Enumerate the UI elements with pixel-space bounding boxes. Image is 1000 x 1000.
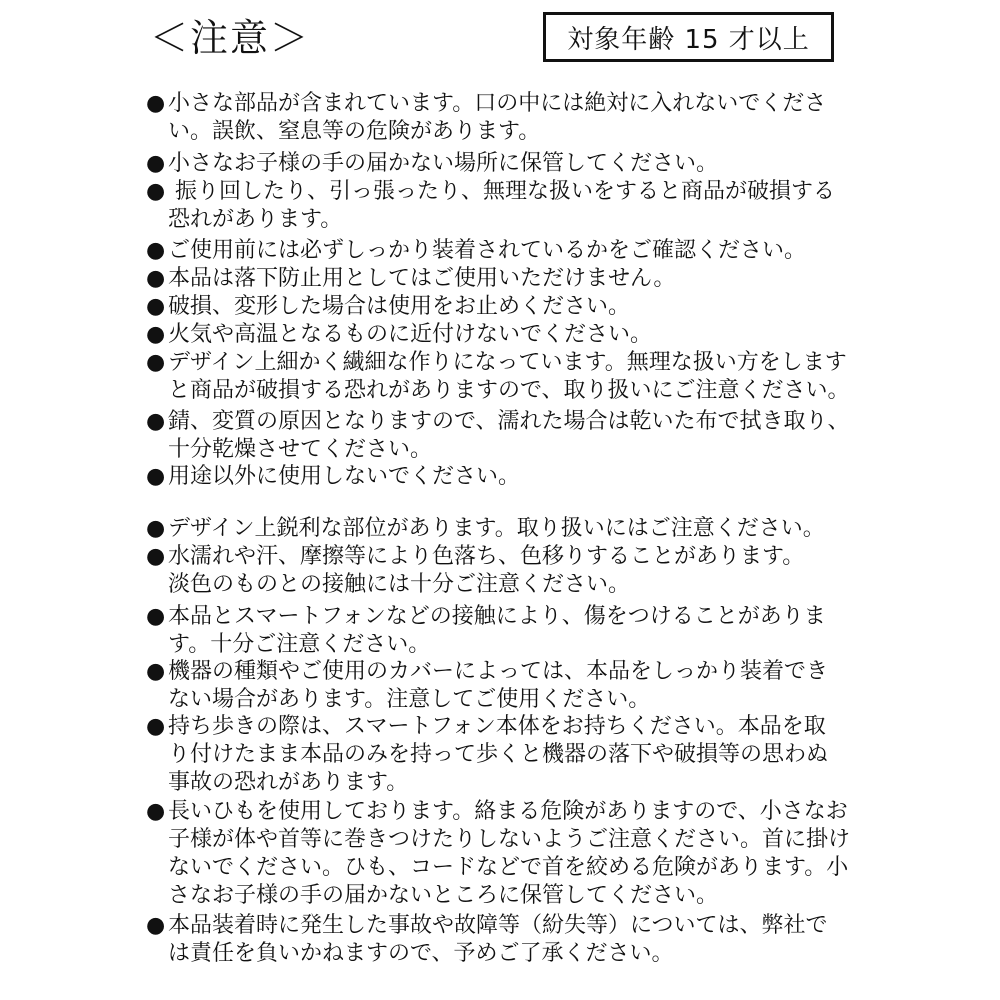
bullet-icon: ● — [146, 294, 166, 319]
warning-text: 錆、変質の原因となりますので、濡れた場合は乾いた布で拭き取り、 — [168, 409, 850, 434]
warning-text: 小さな部品が含まれています。口の中には絶対に入れないでくださ — [168, 91, 827, 116]
warning-first-line — [146, 150, 856, 178]
warning-item — [146, 713, 856, 797]
warning-first-line — [146, 463, 856, 491]
warning-text: 本品とスマートフォンなどの接触により、傷をつけることがありま — [168, 604, 826, 629]
warning-continuation-line — [146, 631, 856, 659]
warning-continuation-line — [146, 769, 856, 797]
warning-first-line — [146, 178, 856, 206]
warning-text: 子様が体や首等に巻きつけたりしないようご注意ください。首に掛け — [168, 827, 851, 852]
bullet-icon: ● — [146, 799, 166, 824]
warning-item — [146, 463, 856, 491]
bullet-icon: ● — [146, 151, 166, 176]
warning-text: り付けたまま本品のみを持って歩くと機器の落下や破損等の思わぬ — [168, 742, 829, 767]
warning-text: 持ち歩きの際は、スマートフォン本体をお持ちください。本品を取 — [168, 714, 826, 739]
warning-text: 用途以外に使用しないでください。 — [168, 464, 521, 489]
warning-text: い。誤飲、窒息等の危険があります。 — [168, 119, 541, 144]
warning-first-line — [146, 713, 856, 741]
bullet-icon: ● — [146, 913, 166, 938]
warning-text: 振り回したり、引っ張ったり、無理な扱いをすると商品が破損する — [168, 179, 835, 204]
warning-item — [146, 321, 856, 349]
warning-text: と商品が破損する恐れがありますので、取り扱いにご注意ください。 — [168, 378, 850, 403]
warning-item — [146, 408, 856, 464]
warning-first-line — [146, 543, 856, 571]
warning-item — [146, 349, 856, 405]
bullet-icon: ● — [146, 714, 166, 739]
warning-first-line — [146, 515, 856, 543]
warning-continuation-line — [146, 118, 856, 146]
warning-item — [146, 150, 856, 178]
warning-text: 火気や高温となるものに近付けないでください。 — [168, 322, 653, 347]
bullet-icon: ● — [146, 604, 166, 629]
warning-text: デザイン上鋭利な部位があります。取り扱いにはご注意ください。 — [168, 516, 825, 541]
warning-first-line — [146, 265, 856, 293]
warning-first-line — [146, 658, 856, 686]
warning-first-line — [146, 349, 856, 377]
warning-item — [146, 798, 856, 910]
warning-continuation-line — [146, 741, 856, 769]
warning-first-line — [146, 293, 856, 321]
warning-continuation-line — [146, 206, 856, 234]
warning-text: 淡色のものとの接触には十分ご注意ください。 — [168, 572, 631, 597]
warning-text: 破損、変形した場合は使用をお止めください。 — [168, 294, 631, 319]
bullet-icon: ● — [146, 350, 166, 375]
bullet-icon: ● — [146, 91, 166, 116]
warning-text: ないでください。ひも、コードなどで首を絞める危険があります。小 — [168, 855, 849, 880]
warning-item — [146, 293, 856, 321]
warning-item — [146, 658, 856, 714]
warning-text: 十分乾燥させてください。 — [168, 437, 433, 462]
warning-text: す。十分ご注意ください。 — [168, 632, 431, 657]
bullet-icon: ● — [146, 659, 166, 684]
warning-continuation-line — [146, 571, 856, 599]
warning-text: ご使用前には必ずしっかり装着されているかをご確認ください。 — [168, 238, 807, 263]
warning-text: 事故の恐れがあります。 — [168, 770, 409, 795]
warning-text: 小さなお子様の手の届かない場所に保管してください。 — [168, 151, 719, 176]
warning-first-line — [146, 321, 856, 349]
warning-item — [146, 178, 856, 234]
bullet-icon: ● — [146, 266, 166, 291]
warning-text: 本品装着時に発生した事故や故障等（紛失等）については、弊社で — [168, 913, 828, 938]
warning-item — [146, 515, 856, 543]
warning-item — [146, 912, 856, 968]
warning-continuation-line — [146, 826, 856, 854]
warning-continuation-line — [146, 436, 856, 464]
warning-item — [146, 90, 856, 146]
age-badge: 対象年齢 15 才以上 — [543, 12, 834, 62]
warning-continuation-line — [146, 940, 856, 968]
warning-text: 機器の種類やご使用のカバーによっては、本品をしっかり装着でき — [168, 659, 829, 684]
warning-item — [146, 543, 856, 599]
bullet-icon: ● — [146, 544, 166, 569]
warning-text: 長いひもを使用しております。絡まる危険がありますので、小さなお — [168, 799, 848, 824]
warning-continuation-line — [146, 882, 856, 910]
warning-item — [146, 603, 856, 659]
warning-text: さなお子様の手の届かないところに保管してください。 — [168, 883, 719, 908]
warning-text: 水濡れや汗、摩擦等により色落ち、色移りすることがあります。 — [168, 544, 805, 569]
warning-item — [146, 265, 856, 293]
bullet-icon: ● — [146, 238, 166, 263]
warning-continuation-line — [146, 377, 856, 405]
warning-continuation-line — [146, 686, 856, 714]
warning-text: 本品は落下防止用としてはご使用いただけません。 — [168, 266, 676, 291]
bullet-icon: ● — [146, 322, 166, 347]
warning-text: は責任を負いかねますので、予めご了承ください。 — [168, 941, 674, 966]
warning-text: ない場合があります。注意してご使用ください。 — [168, 687, 651, 712]
warning-first-line — [146, 603, 856, 631]
page-title: ＜注意＞ — [150, 16, 311, 60]
warning-continuation-line — [146, 854, 856, 882]
warning-first-line — [146, 237, 856, 265]
warning-item — [146, 237, 856, 265]
bullet-icon: ● — [146, 464, 166, 489]
warning-text: デザイン上細かく繊細な作りになっています。無理な扱い方をします — [168, 350, 847, 375]
warning-first-line — [146, 408, 856, 436]
warning-first-line — [146, 90, 856, 118]
warning-first-line — [146, 798, 856, 826]
warning-text: 恐れがあります。 — [168, 207, 343, 232]
bullet-icon: ● — [146, 516, 166, 541]
warning-first-line — [146, 912, 856, 940]
bullet-icon: ● — [146, 409, 166, 434]
bullet-icon: ● — [146, 179, 166, 204]
